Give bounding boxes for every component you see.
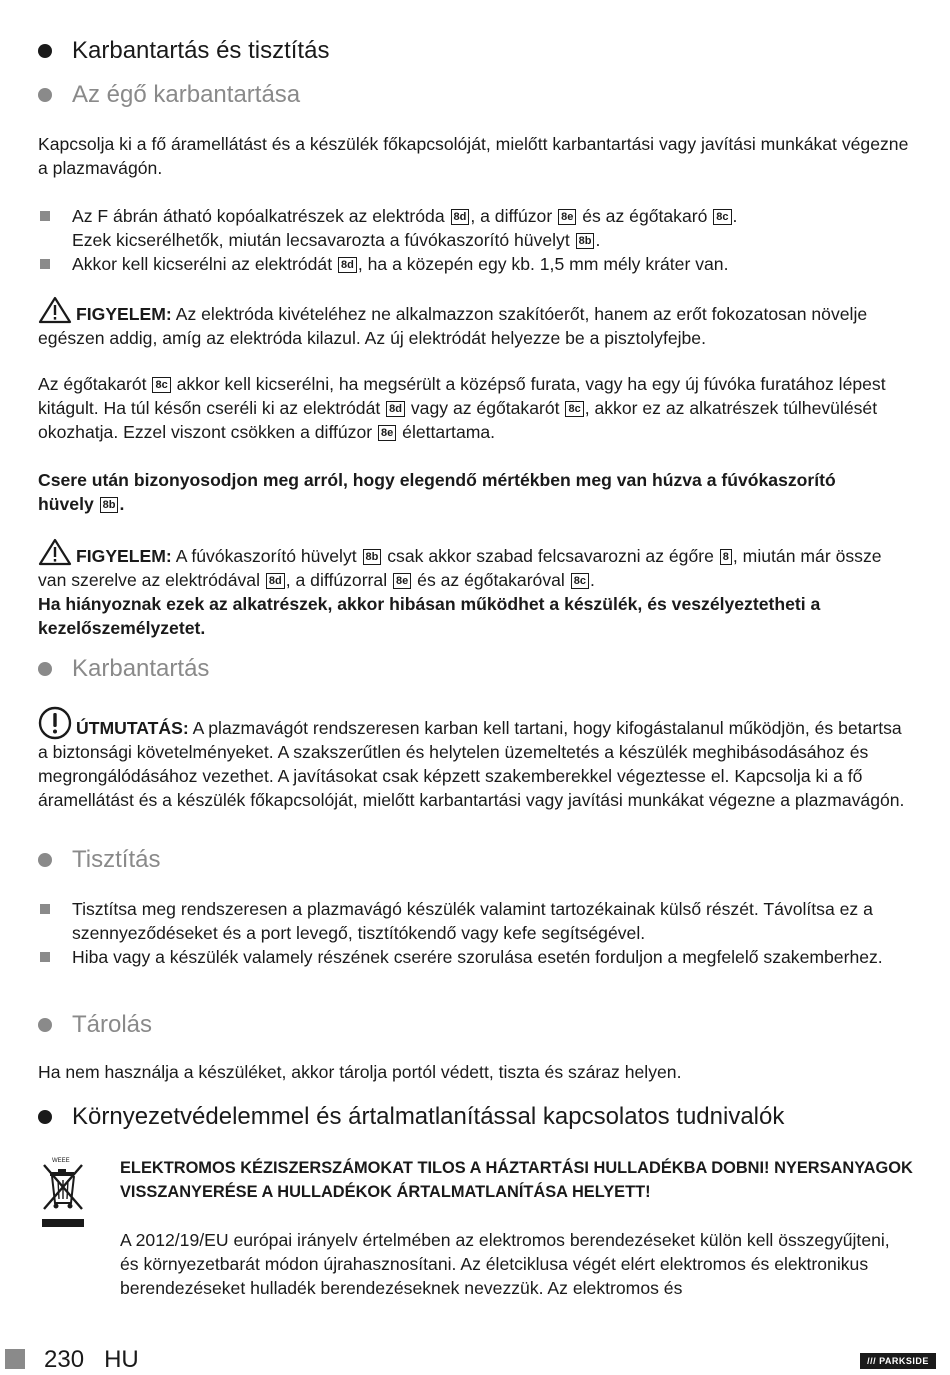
language-code: HU (104, 1346, 139, 1373)
heading-text: Az égő karbantartása (72, 81, 301, 108)
subheading-cleaning (38, 845, 912, 875)
heading-text: Környezetvédelemmel és ártalmatlanítással kapcsolatos tudnivalók (72, 1103, 785, 1130)
subheading-burner-maintenance (38, 80, 912, 110)
ref-8e-icon: 8e (393, 573, 411, 589)
paragraph-storage: Ha nem használja a készüléket, akkor tárolja portól védett, tiszta és száraz helyen. (38, 1062, 682, 1082)
paragraph-cover: Az égőtakarót 8c akkor kell kicserélni, ha megsérült a középső furata, vagy ha egy új fúvóka furatához lépest kitágult. Ha túl későn cseréli ki az elektródát 8d vagy az égőtakarót 8c , akkor ez az alkatrészek túlhevülését okozhatja. Ezzel viszont csökken a diffúzor 8e élettartama. (38, 374, 886, 442)
heading-text: Karbantartás és tisztítás (72, 37, 330, 64)
ref-8d-icon: 8d (451, 209, 470, 225)
section-heading-environment (38, 1102, 930, 1132)
bullet-dot-icon (38, 44, 52, 58)
ref-8e-icon: 8e (558, 209, 576, 225)
warning-electrode: FIGYELEM: Az elektróda kivételéhez ne alkalmazzon szakítóerőt, hanem az erőt fokozatosan növelje egészen addig, amíg az elektróda kilazul. Az új elektródát helyezze be a pisztolyfejbe. (38, 296, 912, 350)
wear-parts-list (38, 204, 912, 276)
ref-8c-icon: 8c (571, 573, 589, 589)
warning-label: FIGYELEM: (76, 546, 172, 566)
warning-triangle-icon (38, 296, 72, 324)
list-item: Akkor kell kicserélni az elektródát 8d , ha a közepén egy kb. 1,5 mm mély kráter van. (38, 252, 912, 276)
subheading-storage (38, 1010, 912, 1040)
warning-sleeve: FIGYELEM: A fúvókaszorító hüvelyt 8b csak akkor szabad felcsavarozni az égőre 8 , miután már össze van szerelve az elektródával 8d , a diffúzorral 8e és az égőtakaróval 8c . Ha hiányoznak ezek az alkatrészek, akkor hibásan működhet a készülék, és veszélyeztetheti a kezelőszemélyzetet. (38, 538, 912, 640)
env-paragraph: A 2012/19/EU európai irányelv értelmében az elektromos berendezéseket külön kell összegyűjteni, és környezetbarát módon újrahasznosítani. Az életciklusa végét elért elektromos és elektronikus berendezéseket hulladék berendezéseknek nevezzük. Az elektromos és (120, 1230, 890, 1298)
paragraph-check-sleeve: Csere után bizonyosodjon meg arról, hogy elegendő mértékben meg van húzva a fúvókaszorító hüvely 8b . (38, 470, 836, 514)
env-warning-bold: ELEKTROMOS KÉZISZERSZÁMOKAT TILOS A HÁZTARTÁSI HULLADÉKBA DOBNI! NYERSANYAGOK VISSZANYERÉSE A HULLADÉKOK ÁRTALMATLANÍTÁSA HELYETT! (120, 1159, 913, 1201)
section-heading-maintenance-cleaning (38, 36, 912, 66)
weee-crossed-bin-icon (38, 1155, 88, 1229)
parkside-logo: /// PARKSIDE (860, 1353, 936, 1369)
heading-text: Tárolás (72, 1011, 153, 1038)
ref-8e-icon: 8e (378, 425, 396, 441)
weee-label: WEEE (52, 1158, 70, 1164)
warning-bold-text: Ha hiányoznak ezek az alkatrészek, akkor hibásan működhet a készülék, és veszélyeztetheti a kezelőszemélyzetet. (38, 594, 821, 638)
list-item: Tisztítsa meg rendszeresen a plazmavágó készülék valamint tartozékainak külső részét. Távolítsa ez a szennyeződéseket és a port levegő, tisztítókendő vagy kefe segítségével. (38, 897, 912, 945)
warning-triangle-icon (38, 538, 72, 566)
ref-8b-icon: 8b (363, 549, 382, 565)
bullet-dot-icon (38, 662, 52, 676)
ref-8b-icon: 8b (576, 233, 595, 249)
ref-8b-icon: 8b (100, 497, 119, 513)
ref-8d-icon: 8d (386, 401, 405, 417)
ref-8d-icon: 8d (266, 573, 285, 589)
subheading-maintenance (38, 654, 912, 684)
ref-8d-icon: 8d (338, 257, 357, 273)
footer-page-info (44, 1345, 139, 1375)
page-number: 230 (44, 1346, 85, 1373)
ref-8c-icon: 8c (713, 209, 731, 225)
exclamation-circle-icon (38, 706, 72, 740)
footer-marker-square (5, 1349, 25, 1369)
bullet-dot-icon (38, 853, 52, 867)
cleaning-list (38, 897, 912, 969)
ref-8-icon: 8 (720, 549, 732, 565)
bullet-dot-icon (38, 1110, 52, 1124)
heading-text: Tisztítás (72, 846, 161, 873)
ref-8c-icon: 8c (565, 401, 583, 417)
bullet-dot-icon (38, 1018, 52, 1032)
note-maintenance: ÚTMUTATÁS: A plazmavágót rendszeresen karban kell tartani, hogy kifogástalanul működjön, és betartsa a biztonsági követelményeket. A szakszerűtlen és helytelen üzemeltetés a készülék meghibásodásához és megrongálódásához vezethet. A javításokat csak képzett szakemberekkel végeztesse el. Kapcsolja ki a fő áramellátást és a készülék főkapcsolóját, mielőtt karbantartási vagy javítási munkákat végezne a plazmavágón. (38, 706, 912, 812)
warning-label: FIGYELEM: (76, 304, 172, 324)
heading-text: Karbantartás (72, 655, 210, 682)
list-item: Hiba vagy a készülék valamely részének cserére szorulása esetén forduljon a megfelelő szakemberhez. (38, 945, 912, 969)
paragraph-intro: Kapcsolja ki a fő áramellátást és a készülék főkapcsolóját, mielőtt karbantartási vagy javítási munkákat végezne a plazmavágón. (38, 134, 909, 178)
note-label: ÚTMUTATÁS: (76, 718, 189, 738)
list-item: Az F ábrán átható kopóalkatrészek az elektróda 8d , a diffúzor 8e és az égőtakaró 8c . Ezek kicserélhetők, miután lecsavarozta a fúvókaszorító hüvelyt 8b . (38, 204, 912, 252)
bullet-dot-icon (38, 88, 52, 102)
ref-8c-icon: 8c (152, 377, 170, 393)
